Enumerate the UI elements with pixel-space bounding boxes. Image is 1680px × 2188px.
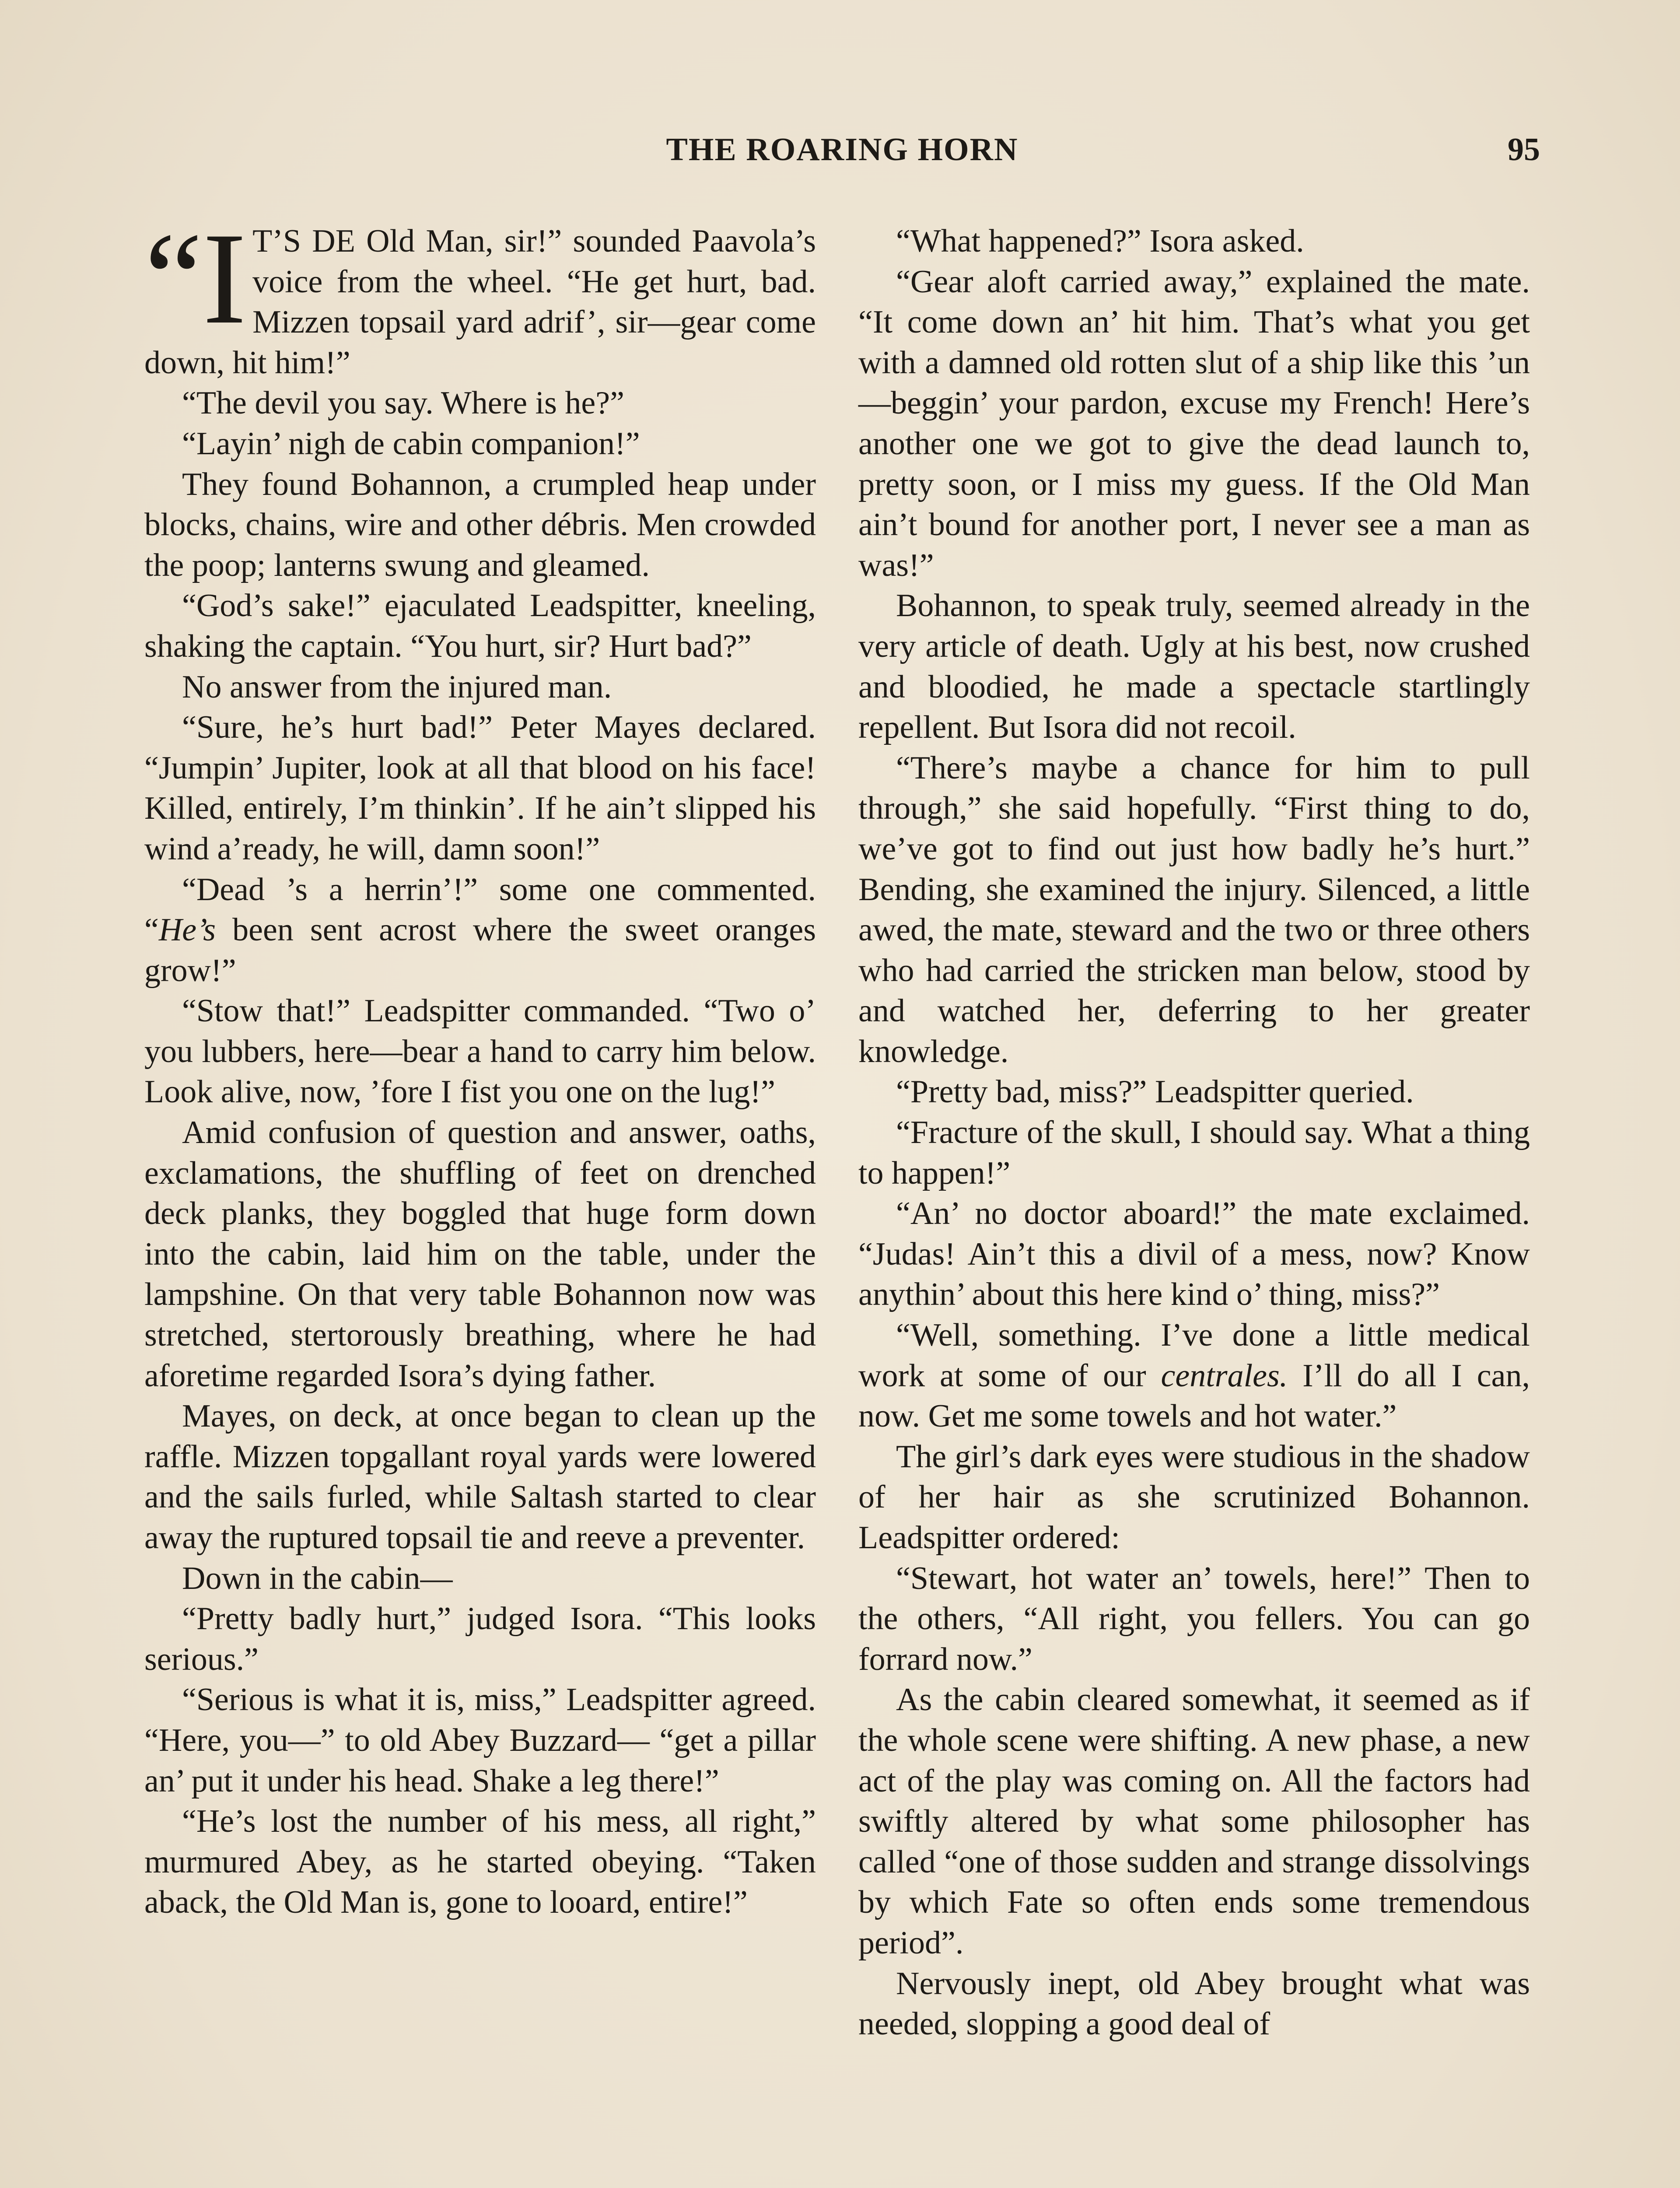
italic-text: centrales. <box>1161 1357 1288 1394</box>
page-number: 95 <box>1508 132 1540 168</box>
paragraph: “Layin’ nigh de cabin companion!” <box>182 425 640 462</box>
paragraph: Down in the cabin— <box>182 1560 453 1596</box>
paragraph: “The devil you say. Where is he?” <box>182 385 624 421</box>
text-run: “Well, something. I’ve done a little medical work at some of our <box>858 1317 1530 1394</box>
paragraph: “Fracture of the skull, I should say. What a thing to happen!” <box>858 1115 1530 1191</box>
paragraph: “Serious is what it is, miss,” Leadspitter agreed. “Here, you—” to old Abey Buzzard— “get a pillar an’ put it under his head. Shake a leg there!” <box>144 1682 816 1799</box>
paragraph: “He’s lost the number of his mess, all right,” murmured Abey, as he started obeying. “Taken aback, the Old Man is, gone to looard, entire!” <box>144 1803 816 1921</box>
text-run: I’ll do all I can, now. Get me some towels and hot water.” <box>858 1357 1530 1434</box>
paragraph: “Sure, he’s hurt bad!” Peter Mayes declared. “Jumpin’ Jupiter, look at all that blood on his face! Killed, entirely, I’m thinkin’. If he ain’t slipped his wind a’ready, he will, damn soon!” <box>144 709 816 867</box>
paragraph: “There’s maybe a chance for him to pull through,” she said hopefully. “First thing to do, we’ve got to find out just how badly he’s hurt.” Bending, she examined the injury. Silenced, a little awed, the mate, steward and the two or three others who had carried the stricken man below, stood by and watched her, deferring to her greater knowledge. <box>858 750 1530 1069</box>
left-column <box>144 206 816 1923</box>
paragraph: “Pretty badly hurt,” judged Isora. “This looks serious.” <box>144 1601 816 1677</box>
paragraph: They found Bohannon, a crumpled heap under blocks, chains, wire and other débris. Men crowded the poop; lanterns swung and gleamed. <box>144 466 816 583</box>
page-header <box>144 131 1540 184</box>
paragraph: As the cabin cleared somewhat, it seemed as if the whole scene were shifting. A new phase, a new act of the play was coming on. All the factors had swiftly altered by what some philosopher has called “one of those sudden and strange dissolvings by which Fate so often ends some tremendous period”. <box>858 1682 1530 1961</box>
paragraph: No answer from the injured man. <box>182 669 612 705</box>
paragraph: Mayes, on deck, at once began to clean up the raffle. Mizzen topgallant royal yards were lowered and the sails furled, while Saltash started to clear away the ruptured topsail tie and reeve a preventer. <box>144 1398 816 1556</box>
opening-paragraph <box>144 206 816 383</box>
opening-text: T’S DE Old Man, sir!” sounded Paavola’s voice from the wheel. “He get hurt, bad. Mizzen topsail yard adrif’, sir—gear come down, hit him!” <box>144 223 816 381</box>
text-run: “Dead ’s a herrin’!” some one commented. “ <box>144 871 816 948</box>
paragraph: “What happened?” Isora asked. <box>896 223 1304 259</box>
paragraph: “Stewart, hot water an’ towels, here!” Then to the others, “All right, you fellers. You can go forrard now.” <box>858 1560 1530 1677</box>
paragraph: Amid confusion of question and answer, oaths, exclamations, the shuffling of feet on drenched deck planks, they boggled that huge form down into the cabin, laid him on the table, under the lampshine. On that very table Bohannon now was stretched, stertorously breathing, where he had aforetime regarded Isora’s dying father. <box>144 1115 816 1394</box>
paragraph: Bohannon, to speak truly, seemed already in the very article of death. Ugly at his best, now crushed and bloodied, he made a spectacle startlingly repellent. But Isora did not recoil. <box>858 588 1530 746</box>
right-column <box>858 221 1530 2044</box>
paragraph: The girl’s dark eyes were studious in the shadow of her hair as she scrutinized Bohannon. Leadspitter ordered: <box>858 1438 1530 1556</box>
paragraph: “Gear aloft carried away,” explained the mate. “It come down an’ hit him. That’s what you get with a damned old rotten slut of a ship like this ’un—beggin’ your pardon, excuse my French! Here’s another one we got to give the dead launch to, pretty soon, or I miss my guess. If the Old Man ain’t bound for another port, I never see a man as was!” <box>858 263 1530 583</box>
drop-cap-quote: “ <box>144 206 203 351</box>
paragraph: Nervously inept, old Abey brought what was needed, slopping a good deal of <box>858 1965 1530 2042</box>
paragraph <box>144 870 816 991</box>
paragraph <box>858 1315 1530 1437</box>
paragraph: “Stow that!” Leadspitter commanded. “Two o’ you lubbers, here—bear a hand to carry him below. Look alive, now, ’fore I fist you one on the lug!” <box>144 993 816 1110</box>
paragraph: “God’s sake!” ejaculated Leadspitter, kneeling, shaking the captain. “You hurt, sir? Hurt bad?” <box>144 588 816 664</box>
drop-cap <box>144 206 247 351</box>
italic-text: He’s <box>158 912 216 948</box>
paragraph: “Pretty bad, miss?” Leadspitter queried. <box>896 1074 1414 1110</box>
text-run: been sent acrost where the sweet oranges grow!” <box>144 912 816 989</box>
drop-cap-letter: I <box>203 206 247 351</box>
running-title: THE ROARING HORN <box>666 132 1018 168</box>
paragraph: “An’ no doctor aboard!” the mate exclaimed. “Judas! Ain’t this a divil of a mess, now? Know anythin’ about this here kind o’ thing, miss?” <box>858 1196 1530 1313</box>
